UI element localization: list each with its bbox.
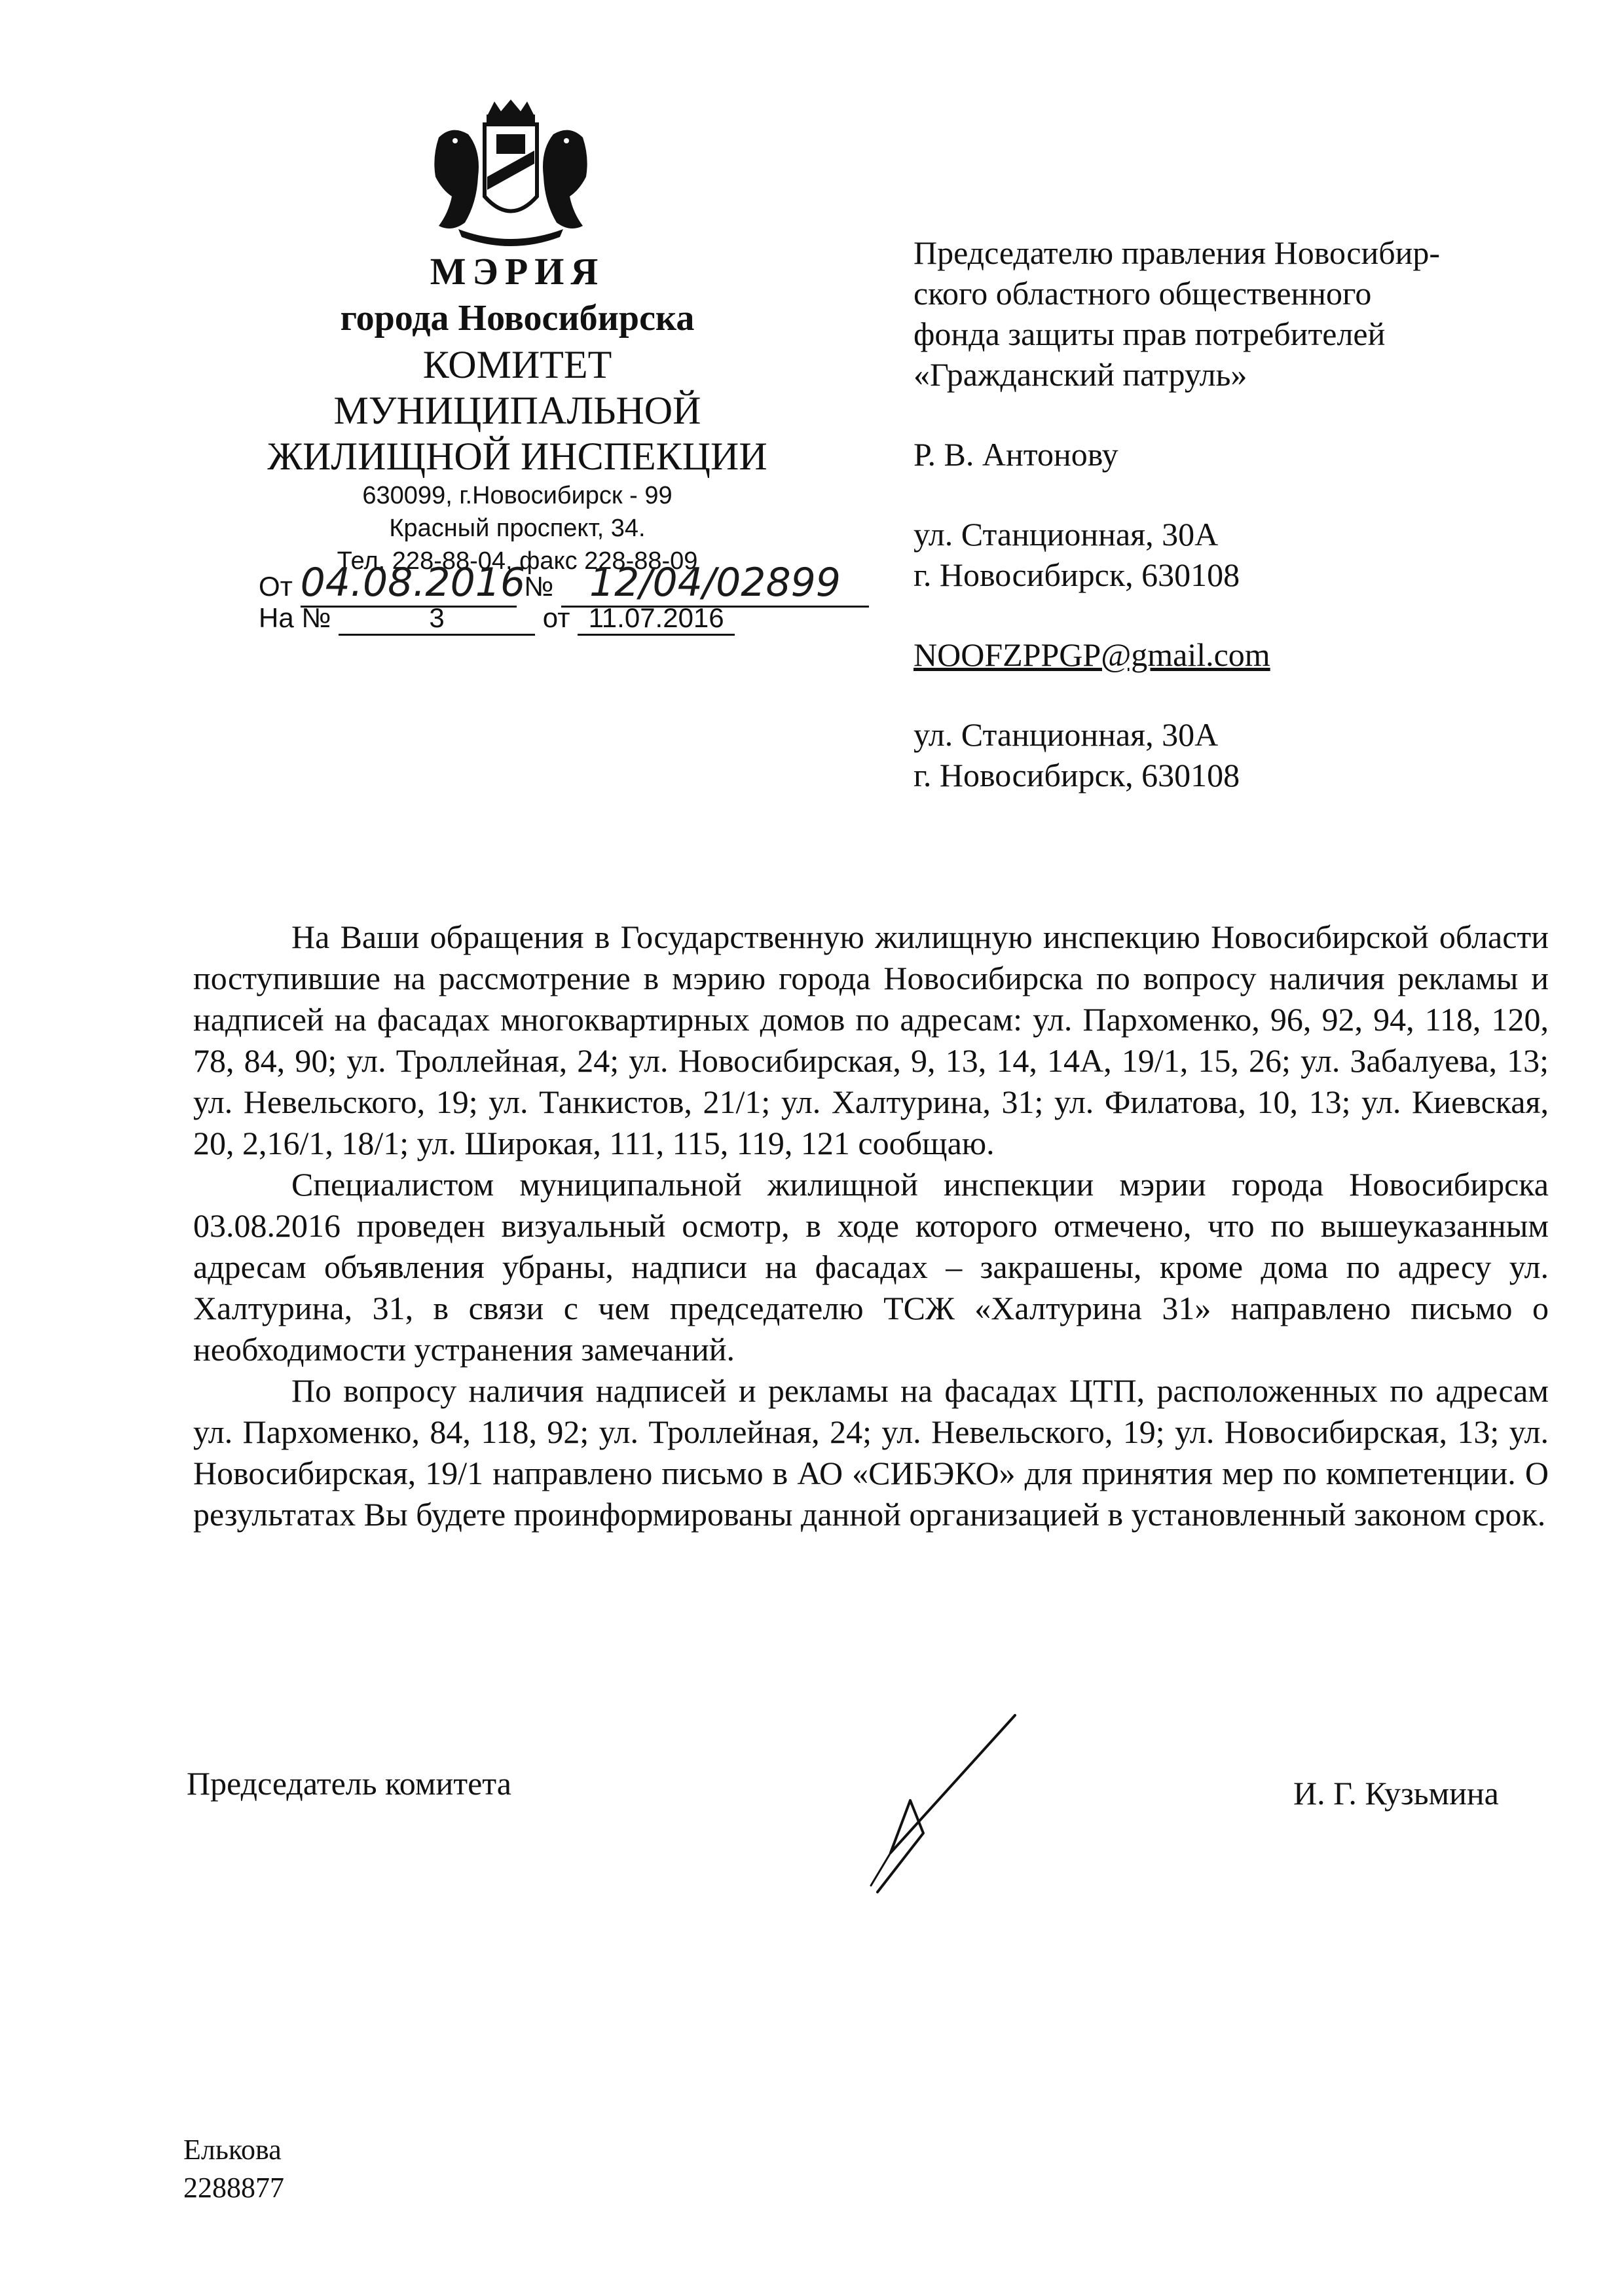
- recipient-address1-city: г. Новосибирск, 630108: [913, 556, 1240, 593]
- recipient-email-link[interactable]: NOOFZPPGP@gmail.com: [913, 636, 1270, 673]
- outgoing-date: 04.08.2016: [301, 560, 517, 608]
- incoming-date-label: от: [542, 602, 570, 633]
- org-address-line1: 630099, г.Новосибирск - 99: [362, 482, 673, 509]
- recipient-address2-city: г. Новосибирск, 630108: [913, 757, 1240, 793]
- org-address-line2: Красный проспект, 34.: [389, 515, 646, 542]
- recipient-line2: ского областного общественного: [913, 275, 1372, 312]
- incoming-number: 3: [339, 602, 535, 636]
- body-paragraph-1: На Ваши обращения в Государственную жилищную инспекцию Новосибирской области поступившие на рассмотрение в мэрию города Новосибирска по вопросу наличия рекламы и надписей на фасадах многоквартирных домов по адресам: ул. Пархоменко, 96, 92, 94, 118, 120, 78, 84, 90; ул. Троллейная, 24; ул. Новосибирская, 9, 13, 14, 14А, 19/1, 15, 26; ул. Забалуева, 13; ул. Невельского, 19; ул. Танкистов, 21/1; ул. Халтурина, 31; ул. Филатова, 10, 13; ул. Киевская, 20, 2,16/1, 18/1; ул. Широкая, 111, 115, 119, 121 сообщаю.: [193, 919, 1549, 1161]
- executor-name: Елькова: [183, 2134, 282, 2166]
- incoming-registration-line: [259, 602, 735, 636]
- org-line-housing-inspection: ЖИЛИЩНОЙ ИНСПЕКЦИИ: [267, 435, 767, 478]
- outgoing-number: 12/04/02899: [561, 560, 869, 608]
- signer-name: И. Г. Кузьмина: [1293, 1775, 1499, 1812]
- body-paragraph-2: Специалистом муниципальной жилищной инспекции мэрии города Новосибирска 03.08.2016 проведен визуальный осмотр, в ходе которого отмечено, что по вышеуказанным адресам объявления убраны, надписи на фасадах – закрашены, кроме дома по адресу ул. Халтурина, 31, в связи с чем председателю ТСЖ «Халтурина 31» направлено письмо о необходимости устранения замечаний.: [193, 1166, 1549, 1368]
- handwritten-signature: [851, 1702, 1048, 1899]
- org-line-municipal: МУНИЦИПАЛЬНОЙ: [333, 389, 701, 432]
- letterhead-block: [242, 249, 792, 577]
- outgoing-number-label: №: [524, 571, 554, 602]
- recipient-line3: фонда защиты прав потребителей: [913, 316, 1386, 352]
- signer-title: Председатель комитета: [187, 1765, 511, 1802]
- recipient-name: Р. В. Антонову: [913, 436, 1118, 473]
- org-phone-line: Тел. 228-88-04, факс 228-88-09: [337, 547, 698, 575]
- recipient-address1-street: ул. Станционная, 30А: [913, 516, 1219, 553]
- body-paragraph-3: По вопросу наличия надписей и рекламы на фасадах ЦТП, расположенных по адресам ул. Пархоменко, 84, 118, 92; ул. Троллейная, 24; ул. Невельского, 19; ул. Новосибирская, 13; ул. Новосибирская, 19/1 направлено письмо в АО «СИБЭКО» для принятия мер по компетенции. О результатах Вы будете проинформированы данной организацией в установленный законом срок.: [193, 1372, 1549, 1533]
- org-line-city: города Новосибирска: [340, 298, 695, 338]
- outgoing-registration-line: [259, 560, 869, 608]
- outgoing-prefix: От: [259, 571, 293, 602]
- recipient-line4: «Гражданский патруль»: [913, 356, 1247, 393]
- executor-block: [183, 2131, 284, 2207]
- incoming-date: 11.07.2016: [578, 602, 735, 636]
- org-line-committee: КОМИТЕТ: [422, 343, 612, 386]
- org-line-mayoralty: МЭРИЯ: [430, 250, 605, 293]
- recipient-block: [913, 232, 1555, 795]
- recipient-address2-street: ул. Станционная, 30А: [913, 716, 1219, 753]
- executor-phone: 2288877: [183, 2172, 284, 2204]
- incoming-prefix: На №: [259, 602, 331, 633]
- recipient-line1: Председателю правления Новосибир-: [913, 234, 1441, 271]
- letter-body: [193, 917, 1549, 1535]
- coat-of-arms-emblem: [419, 98, 602, 249]
